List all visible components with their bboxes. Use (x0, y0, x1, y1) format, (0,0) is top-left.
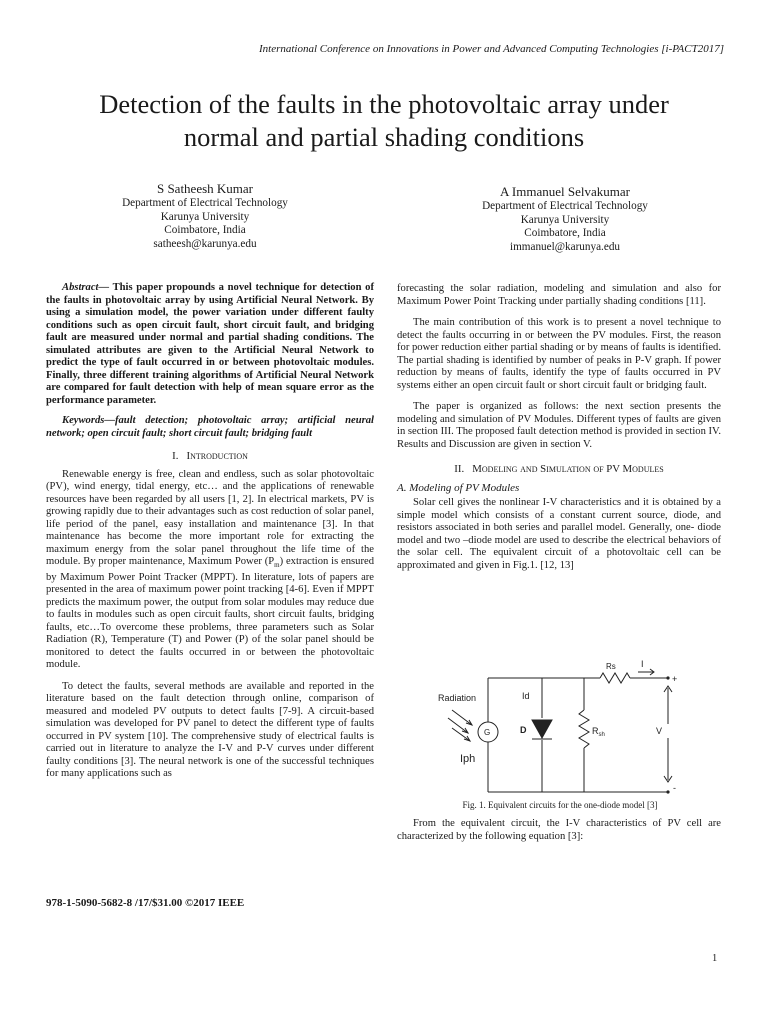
d-label: D (520, 725, 527, 735)
right-paragraph-3: Solar cell gives the nonlinear I-V characteristics and it is obtained by a simple model which consists of a constant current source, diode, and resistors associated in both series and parallel model. Generally, one- diode model and two –diode model are used to describe the electrical behaviors of the solar cell. The equivalent circuit of a photovoltaic cell can be approximated and given in Fig.1. [12, 13] (397, 497, 721, 571)
author-email[interactable]: satheesh@karunya.edu (153, 237, 257, 250)
rs-label: Rs (606, 662, 616, 671)
rsh-label: $R_{sh}$ (592, 726, 605, 738)
figure-caption: Fig. 1. Equivalent circuits for the one-diode model [3] (462, 800, 658, 810)
v-label: V (656, 726, 663, 736)
intro-p1-subscript: m (274, 561, 280, 570)
left-column (46, 282, 374, 781)
intro-p1-part-b: ) extraction is ensured by Maximum Power Point Tracker (MPPT). In literature, lots of papers are presented in the area of maximum power point tracking [4-6]. Even if MPPT predicts the maximum power, the output from solar modules may reduce due to faults in modules such as open circuit faults, short circuit faults, bridging faults, etc…To overcome these problems, three parameters such as Solar Radiation (R), Temperature (T) and Power (P) of the solar panel should be monitored to detect the faults occurred in or between the photovoltaic module. (46, 556, 374, 671)
author-univ: Karunya University (160, 210, 250, 223)
abstract (46, 282, 374, 407)
conference-header: International Conference on Innovations in Power and Advanced Computing Technologies [i-PACT2017] (258, 43, 724, 55)
section-title: Introduction (186, 450, 248, 462)
section-title: Modeling and Simulation of PV Modules (472, 463, 664, 475)
author-email[interactable]: immanuel@karunya.edu (509, 240, 621, 253)
author-block-2 (450, 183, 680, 254)
subsection-heading: A. Modeling of PV Modules (397, 481, 520, 494)
right-paragraph-2: The paper is organized as follows: the next section presents the modeling and simulation of PV Modules. Different types of faults are given in section III. The proposed fault detection method is provided in section IV. Results and Discussion are given in section V. (397, 401, 721, 450)
author-name: A Immanuel Selvakumar (500, 184, 630, 199)
radiation-label: Radiation (438, 693, 477, 703)
iph-label: Iph (460, 753, 476, 765)
i-label: I (641, 659, 644, 669)
intro-p1-part-a: Renewable energy is free, clean and endless, such as solar photovoltaic (PV), wind energy, tidal energy, etc… and the applications of renewable resources have been regarded by all users [1, 2]. In electrical markets, PV is growing rapidly due to their advantages such as cost reduction of solar panel, life period of the panel, easy installation and maintenance [3]. In that maintenance has become the more important role for extracting the maximum energy from the solar panel throughout the life time of the module. By proper maintenance, Maximum Power (P (46, 468, 374, 567)
author-dept: Department of Electrical Technology (122, 197, 288, 209)
author-block-1 (90, 180, 320, 251)
intro-paragraph-2: To detect the faults, several methods are available and reported in the literature based on the fault detection through online, comparison of measured and modeled PV outputs to detect faults [7-9]. A circuit-based simulation was developed for PV panel to detect the different type of faults occurred in PV system [10]. The comprehensive study of electrical faults is carried out in literature to analyze the I-V and P-V curves under different faulty conditions [3]. The neural network is one of the successful techniques for many applications such as (46, 680, 374, 780)
author-name: S Satheesh Kumar (156, 181, 254, 196)
isbn-footer: 978-1-5090-5682-8 /17/$31.00 ©2017 IEEE (46, 897, 245, 909)
right-paragraph-0: forecasting the solar radiation, modeling and simulation and also for Maximum Power Point Tracking under partially shading conditions [11]. (397, 283, 721, 307)
right-column-after-figure (397, 818, 721, 843)
page-number: 1 (712, 953, 718, 964)
author-univ: Karunya University (520, 213, 610, 226)
author-dept: Department of Electrical Technology (482, 200, 648, 212)
section-number: I. (172, 450, 179, 462)
right-paragraph-1: The main contribution of this work is to present a novel technique to detect the faults occurring in or between the PV modules. First, the reason for power reduction either partial shading or by means of faults is identified. The partial shading is identified by number of peaks in P-V graph. If power reduction by means of faults, identify the type of faults occurred in PV systems either an open circuit fault or short circuit fault or bridging fault. (397, 317, 721, 391)
paper-title (40, 88, 728, 154)
intro-paragraph-1 (46, 469, 374, 672)
plus-label: + (672, 674, 678, 684)
author-city: Coimbatore, India (524, 227, 606, 240)
id-label: Id (522, 691, 530, 701)
abstract-label: Abstract— (62, 282, 110, 293)
minus-label: - (673, 783, 676, 793)
section-number: II. (454, 463, 465, 475)
title-line-1: Detection of the faults in the photovoltaic array under (99, 89, 669, 119)
title-line-2: normal and partial shading conditions (183, 122, 585, 152)
author-city: Coimbatore, India (164, 224, 246, 237)
right-paragraph-4: From the equivalent circuit, the I-V characteristics of PV cell are characterized by the following equation [3]: (397, 818, 721, 842)
section-heading-intro (46, 450, 374, 463)
keywords: Keywords—fault detection; photovoltaic array; artificial neural network; open circuit fault; short circuit fault; bridging fault (46, 415, 374, 439)
equivalent-circuit-figure (432, 659, 686, 810)
section-heading-2 (397, 463, 721, 476)
g-label: G (484, 728, 491, 737)
right-column (397, 283, 721, 572)
abstract-text: This paper propounds a novel technique for detection of the faults in photovoltaic array by using Artificial Neural Network. By using a simulation model, the power variation under different faulty conditions such as open circuit fault, short circuit fault, and bridging fault are measured under normal and partial shading conditions. The simulated attributes are given to the Artificial Neural Network to predict the type of fault occurred in or between photovoltaic modules. Finally, three different training algorithms of Artificial Neural Network are compared for fault detection with help of mean square error as the performance parameter. (46, 282, 374, 406)
